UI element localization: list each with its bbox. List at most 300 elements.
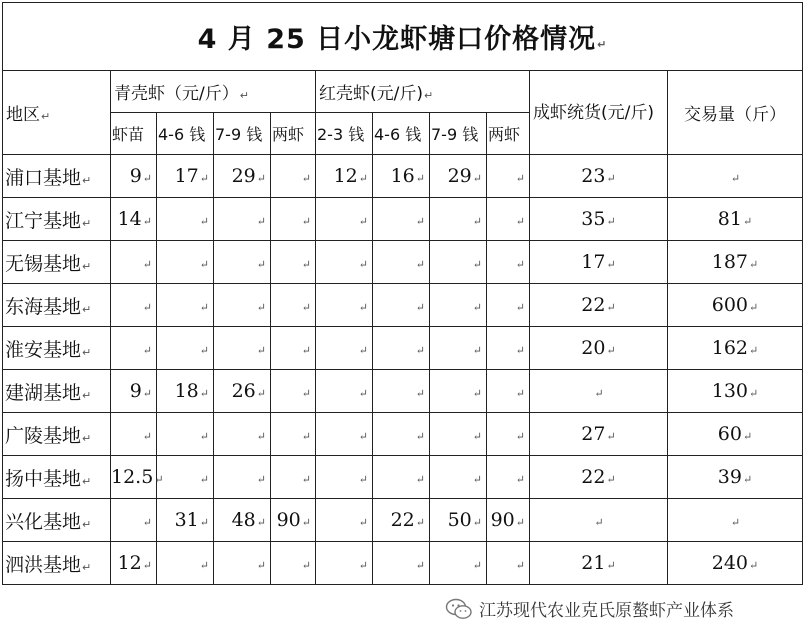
bulk-price-cell — [530, 499, 668, 542]
table-row — [3, 542, 803, 585]
bulk-price-cell-value: 22 — [581, 466, 606, 488]
red-price-cell — [487, 499, 530, 542]
header-bulk-label: 成虾统货(元/斤) — [533, 102, 654, 123]
green-price-cell — [214, 198, 271, 241]
region-cell — [3, 155, 111, 198]
volume-cell — [668, 155, 803, 198]
return-mark: ↵ — [594, 516, 604, 529]
return-mark: ↵ — [472, 430, 482, 443]
region-cell-value: 广陵基地 — [5, 424, 82, 447]
green-price-cell — [214, 413, 271, 456]
region-cell-value: 兴化基地 — [5, 510, 82, 533]
header-region — [3, 71, 111, 155]
red-price-cell — [430, 499, 487, 542]
volume-cell — [668, 327, 803, 370]
return-mark: ↵ — [142, 301, 152, 314]
return-mark: ↵ — [472, 258, 482, 271]
green-price-cell — [111, 413, 157, 456]
green-price-cell-value: 14 — [117, 208, 142, 230]
red-price-cell — [373, 413, 430, 456]
return-mark: ↵ — [301, 258, 311, 271]
region-cell-value: 东海基地 — [5, 295, 82, 318]
return-mark: ↵ — [472, 344, 482, 357]
return-mark: ↵ — [82, 302, 92, 316]
return-mark: ↵ — [41, 110, 51, 123]
return-mark: ↵ — [301, 516, 311, 529]
return-mark: ↵ — [515, 430, 525, 443]
red-price-cell — [487, 456, 530, 499]
green-price-cell-value: 9 — [129, 165, 142, 187]
red-price-cell — [487, 542, 530, 585]
return-mark: ↵ — [358, 258, 368, 271]
return-mark: ↵ — [256, 172, 266, 185]
return-mark: ↵ — [256, 301, 266, 314]
volume-cell-value: 39 — [717, 466, 742, 488]
green-price-cell — [111, 198, 157, 241]
volume-cell — [668, 499, 803, 542]
return-mark: ↵ — [239, 89, 249, 102]
volume-cell — [668, 370, 803, 413]
green-price-cell — [271, 499, 316, 542]
return-mark: ↵ — [742, 215, 753, 228]
return-mark: ↵ — [515, 258, 525, 271]
header-green-shell-label: 青壳虾（元/斤） — [114, 84, 239, 104]
return-mark: ↵ — [199, 516, 209, 529]
return-mark: ↵ — [301, 215, 311, 228]
return-mark: ↵ — [82, 388, 92, 402]
subheader-green-2 — [214, 113, 271, 155]
volume-cell-value: 600 — [711, 294, 749, 316]
red-price-cell — [487, 413, 530, 456]
green-price-cell-value: 90 — [276, 509, 301, 531]
header-bulk — [530, 71, 668, 155]
return-mark: ↵ — [415, 172, 425, 185]
return-mark: ↵ — [415, 215, 425, 228]
region-cell-value: 江宁基地 — [5, 209, 82, 232]
return-mark: ↵ — [749, 387, 759, 400]
green-price-cell-value: 48 — [231, 509, 256, 531]
return-mark: ↵ — [358, 473, 368, 486]
subheader-label: 4-6 钱 — [158, 125, 206, 144]
green-price-cell — [214, 241, 271, 284]
return-mark: ↵ — [82, 431, 92, 445]
green-price-cell — [157, 241, 214, 284]
red-price-cell — [316, 542, 373, 585]
return-mark: ↵ — [415, 559, 425, 572]
bulk-price-cell-value: 17 — [581, 251, 606, 273]
bulk-price-cell — [530, 241, 668, 284]
green-price-cell — [271, 542, 316, 585]
wechat-icon — [445, 598, 473, 620]
red-price-cell — [373, 155, 430, 198]
header-red-shell — [316, 71, 530, 113]
red-price-cell — [430, 241, 487, 284]
return-mark: ↵ — [256, 559, 266, 572]
return-mark: ↵ — [415, 344, 425, 357]
subheader-label: 虾苗 — [112, 125, 145, 144]
return-mark: ↵ — [142, 258, 152, 271]
table-row — [3, 198, 803, 241]
return-mark: ↵ — [142, 344, 152, 357]
bulk-price-cell — [530, 284, 668, 327]
return-mark: ↵ — [142, 215, 152, 228]
red-price-cell — [430, 198, 487, 241]
title-text: 4 月 25 日小龙虾塘口价格情况 — [197, 24, 597, 55]
return-mark: ↵ — [515, 215, 525, 228]
return-mark: ↵ — [199, 215, 209, 228]
red-price-cell — [316, 155, 373, 198]
green-price-cell — [214, 542, 271, 585]
return-mark: ↵ — [199, 258, 209, 271]
region-cell — [3, 198, 111, 241]
bulk-price-cell-value: 21 — [581, 552, 606, 574]
return-mark: ↵ — [301, 559, 311, 572]
green-price-cell — [214, 327, 271, 370]
return-mark: ↵ — [82, 345, 92, 359]
return-mark: ↵ — [301, 473, 311, 486]
return-mark: ↵ — [749, 301, 759, 314]
return-mark: ↵ — [472, 172, 482, 185]
green-price-cell — [214, 370, 271, 413]
volume-cell-value: 240 — [711, 552, 749, 574]
green-price-cell-value: 29 — [231, 165, 256, 187]
return-mark: ↵ — [749, 258, 759, 271]
green-price-cell — [214, 155, 271, 198]
subheader-green-1 — [157, 113, 214, 155]
bulk-price-cell — [530, 413, 668, 456]
green-price-cell — [111, 155, 157, 198]
return-mark: ↵ — [515, 172, 525, 185]
return-mark: ↵ — [142, 559, 152, 572]
red-price-cell — [430, 370, 487, 413]
red-price-cell — [373, 456, 430, 499]
subheader-label: 两虾 — [272, 125, 305, 144]
header-volume-label: 交易量（斤） — [684, 105, 786, 125]
red-price-cell-value: 90 — [490, 509, 515, 531]
red-price-cell — [487, 370, 530, 413]
return-mark: ↵ — [256, 387, 266, 400]
bulk-price-cell — [530, 198, 668, 241]
red-price-cell — [316, 327, 373, 370]
green-price-cell — [157, 155, 214, 198]
red-price-cell — [373, 542, 430, 585]
return-mark: ↵ — [515, 473, 525, 486]
return-mark: ↵ — [472, 516, 482, 529]
footer-text: 江苏现代农业克氏原螯虾产业体系 — [479, 601, 734, 621]
return-mark: ↵ — [301, 172, 311, 185]
red-price-cell-value: 16 — [390, 165, 415, 187]
red-price-cell-value: 12 — [333, 165, 358, 187]
subheader-red-0 — [316, 113, 373, 155]
return-mark: ↵ — [424, 89, 434, 102]
return-mark: ↵ — [199, 430, 209, 443]
region-cell — [3, 327, 111, 370]
green-price-cell — [271, 198, 316, 241]
region-cell — [3, 241, 111, 284]
bulk-price-cell — [530, 155, 668, 198]
header-red-shell-label: 红壳虾(元/斤) — [319, 84, 423, 104]
return-mark: ↵ — [142, 387, 152, 400]
green-price-cell-value: 18 — [174, 380, 199, 402]
table-row — [3, 155, 803, 198]
return-mark: ↵ — [358, 344, 368, 357]
subheader-label: 两虾 — [488, 125, 521, 144]
return-mark: ↵ — [472, 473, 482, 486]
table-row — [3, 284, 803, 327]
red-price-cell — [430, 542, 487, 585]
green-price-cell — [111, 327, 157, 370]
return-mark: ↵ — [256, 215, 266, 228]
green-price-cell — [271, 284, 316, 327]
return-mark: ↵ — [256, 344, 266, 357]
bulk-price-cell-value: 22 — [581, 294, 606, 316]
red-price-cell — [316, 370, 373, 413]
header-volume — [668, 71, 803, 155]
region-cell-value: 淮安基地 — [5, 338, 82, 361]
return-mark: ↵ — [301, 430, 311, 443]
return-mark: ↵ — [301, 387, 311, 400]
red-price-cell — [487, 198, 530, 241]
region-cell — [3, 499, 111, 542]
return-mark: ↵ — [749, 559, 759, 572]
return-mark: ↵ — [199, 473, 209, 486]
green-price-cell — [157, 499, 214, 542]
subheader-label: 7-9 钱 — [431, 125, 479, 144]
return-mark: ↵ — [358, 215, 368, 228]
table-title — [3, 3, 803, 71]
return-mark: ↵ — [415, 516, 425, 529]
green-price-cell-value: 26 — [231, 380, 256, 402]
region-cell — [3, 456, 111, 499]
return-mark: ↵ — [301, 301, 311, 314]
green-price-cell — [157, 370, 214, 413]
return-mark: ↵ — [256, 473, 266, 486]
volume-cell — [668, 456, 803, 499]
region-cell — [3, 413, 111, 456]
subheader-red-2 — [430, 113, 487, 155]
red-price-cell — [430, 155, 487, 198]
return-mark: ↵ — [358, 559, 368, 572]
return-mark: ↵ — [415, 387, 425, 400]
footer-watermark — [445, 596, 734, 621]
red-price-cell-value: 50 — [447, 509, 472, 531]
table-row — [3, 499, 803, 542]
subheader-label: 2-3 钱 — [317, 125, 365, 144]
green-price-cell — [111, 499, 157, 542]
return-mark: ↵ — [82, 474, 92, 488]
return-mark: ↵ — [199, 301, 209, 314]
return-mark: ↵ — [597, 38, 608, 51]
green-price-cell-value: 12 — [117, 552, 142, 574]
return-mark: ↵ — [730, 516, 741, 529]
return-mark: ↵ — [358, 430, 368, 443]
subheader-label: 7-9 钱 — [215, 125, 263, 144]
return-mark: ↵ — [606, 258, 616, 271]
return-mark: ↵ — [256, 430, 266, 443]
bulk-price-cell — [530, 456, 668, 499]
table-row — [3, 327, 803, 370]
return-mark: ↵ — [472, 301, 482, 314]
return-mark: ↵ — [742, 430, 753, 443]
volume-cell-value: 187 — [711, 251, 749, 273]
return-mark: ↵ — [606, 344, 616, 357]
green-price-cell — [271, 327, 316, 370]
return-mark: ↵ — [415, 430, 425, 443]
volume-cell — [668, 413, 803, 456]
return-mark: ↵ — [606, 430, 616, 443]
return-mark: ↵ — [472, 559, 482, 572]
bulk-price-cell-value: 27 — [581, 423, 606, 445]
return-mark: ↵ — [199, 559, 209, 572]
bulk-price-cell-value: 35 — [581, 208, 606, 230]
return-mark: ↵ — [606, 301, 616, 314]
table-row — [3, 456, 803, 499]
green-price-cell — [214, 284, 271, 327]
red-price-cell — [373, 370, 430, 413]
subheader-green-3 — [271, 113, 316, 155]
red-price-cell — [487, 284, 530, 327]
return-mark: ↵ — [82, 560, 92, 574]
volume-cell — [668, 241, 803, 284]
return-mark: ↵ — [358, 516, 368, 529]
green-price-cell — [111, 542, 157, 585]
return-mark: ↵ — [256, 516, 266, 529]
region-cell-value: 泗洪基地 — [5, 553, 82, 576]
green-price-cell-value: 12.5 — [111, 466, 154, 488]
green-price-cell — [157, 327, 214, 370]
green-price-cell — [214, 456, 271, 499]
red-price-cell — [373, 241, 430, 284]
green-price-cell — [157, 198, 214, 241]
red-price-cell — [316, 241, 373, 284]
return-mark: ↵ — [515, 516, 525, 529]
red-price-cell — [373, 499, 430, 542]
table-row — [3, 413, 803, 456]
return-mark: ↵ — [415, 258, 425, 271]
red-price-cell — [373, 327, 430, 370]
return-mark: ↵ — [82, 517, 92, 531]
green-price-cell — [271, 456, 316, 499]
return-mark: ↵ — [199, 172, 209, 185]
volume-cell — [668, 284, 803, 327]
green-price-cell — [271, 241, 316, 284]
red-price-cell — [430, 413, 487, 456]
return-mark: ↵ — [606, 559, 616, 572]
bulk-price-cell-value: 23 — [581, 165, 606, 187]
return-mark: ↵ — [749, 344, 759, 357]
price-table — [2, 2, 803, 585]
table-row — [3, 241, 803, 284]
red-price-cell-value: 22 — [390, 509, 415, 531]
green-price-cell — [111, 370, 157, 413]
subheader-label: 4-6 钱 — [374, 125, 422, 144]
volume-cell-value: 60 — [717, 423, 742, 445]
return-mark: ↵ — [606, 473, 616, 486]
green-price-cell — [271, 413, 316, 456]
volume-cell-value: 162 — [711, 337, 749, 359]
region-cell — [3, 370, 111, 413]
green-price-cell — [111, 284, 157, 327]
green-price-cell — [157, 542, 214, 585]
region-cell-value: 无锡基地 — [5, 252, 82, 275]
return-mark: ↵ — [358, 172, 368, 185]
return-mark: ↵ — [594, 387, 604, 400]
return-mark: ↵ — [515, 301, 525, 314]
return-mark: ↵ — [472, 387, 482, 400]
subheader-green-0 — [111, 113, 157, 155]
volume-cell — [668, 542, 803, 585]
region-cell — [3, 542, 111, 585]
return-mark: ↵ — [199, 387, 209, 400]
return-mark: ↵ — [358, 387, 368, 400]
return-mark: ↵ — [142, 172, 152, 185]
red-price-cell — [487, 327, 530, 370]
red-price-cell-value: 29 — [447, 165, 472, 187]
return-mark: ↵ — [358, 301, 368, 314]
return-mark: ↵ — [415, 473, 425, 486]
header-region-label: 地区 — [6, 105, 40, 125]
red-price-cell — [373, 284, 430, 327]
subheader-red-1 — [373, 113, 430, 155]
volume-cell — [668, 198, 803, 241]
table-row — [3, 370, 803, 413]
return-mark: ↵ — [154, 473, 164, 486]
red-price-cell — [316, 413, 373, 456]
bulk-price-cell — [530, 542, 668, 585]
red-price-cell — [316, 284, 373, 327]
return-mark: ↵ — [82, 173, 92, 187]
red-price-cell — [316, 198, 373, 241]
red-price-cell — [430, 284, 487, 327]
volume-cell-value: 81 — [717, 208, 742, 230]
red-price-cell — [316, 499, 373, 542]
green-price-cell — [157, 413, 214, 456]
green-price-cell — [157, 456, 214, 499]
region-cell-value: 浦口基地 — [5, 166, 82, 189]
green-price-cell-value: 17 — [174, 165, 199, 187]
return-mark: ↵ — [730, 172, 741, 185]
header-green-shell — [111, 71, 316, 113]
bulk-price-cell — [530, 370, 668, 413]
bulk-price-cell — [530, 327, 668, 370]
return-mark: ↵ — [415, 301, 425, 314]
red-price-cell — [373, 198, 430, 241]
green-price-cell — [271, 370, 316, 413]
subheader-red-3 — [487, 113, 530, 155]
green-price-cell — [214, 499, 271, 542]
green-price-cell-value: 9 — [129, 380, 142, 402]
red-price-cell — [430, 456, 487, 499]
return-mark: ↵ — [515, 387, 525, 400]
return-mark: ↵ — [301, 344, 311, 357]
return-mark: ↵ — [742, 473, 753, 486]
return-mark: ↵ — [82, 216, 92, 230]
red-price-cell — [430, 327, 487, 370]
green-price-cell — [157, 284, 214, 327]
green-price-cell — [271, 155, 316, 198]
return-mark: ↵ — [142, 516, 152, 529]
return-mark: ↵ — [515, 344, 525, 357]
return-mark: ↵ — [199, 344, 209, 357]
red-price-cell — [487, 155, 530, 198]
return-mark: ↵ — [82, 259, 92, 273]
return-mark: ↵ — [472, 215, 482, 228]
green-price-cell — [111, 456, 164, 499]
volume-cell-value: 130 — [711, 380, 749, 402]
return-mark: ↵ — [515, 559, 525, 572]
region-cell-value: 建湖基地 — [5, 381, 82, 404]
bulk-price-cell-value: 20 — [581, 337, 606, 359]
